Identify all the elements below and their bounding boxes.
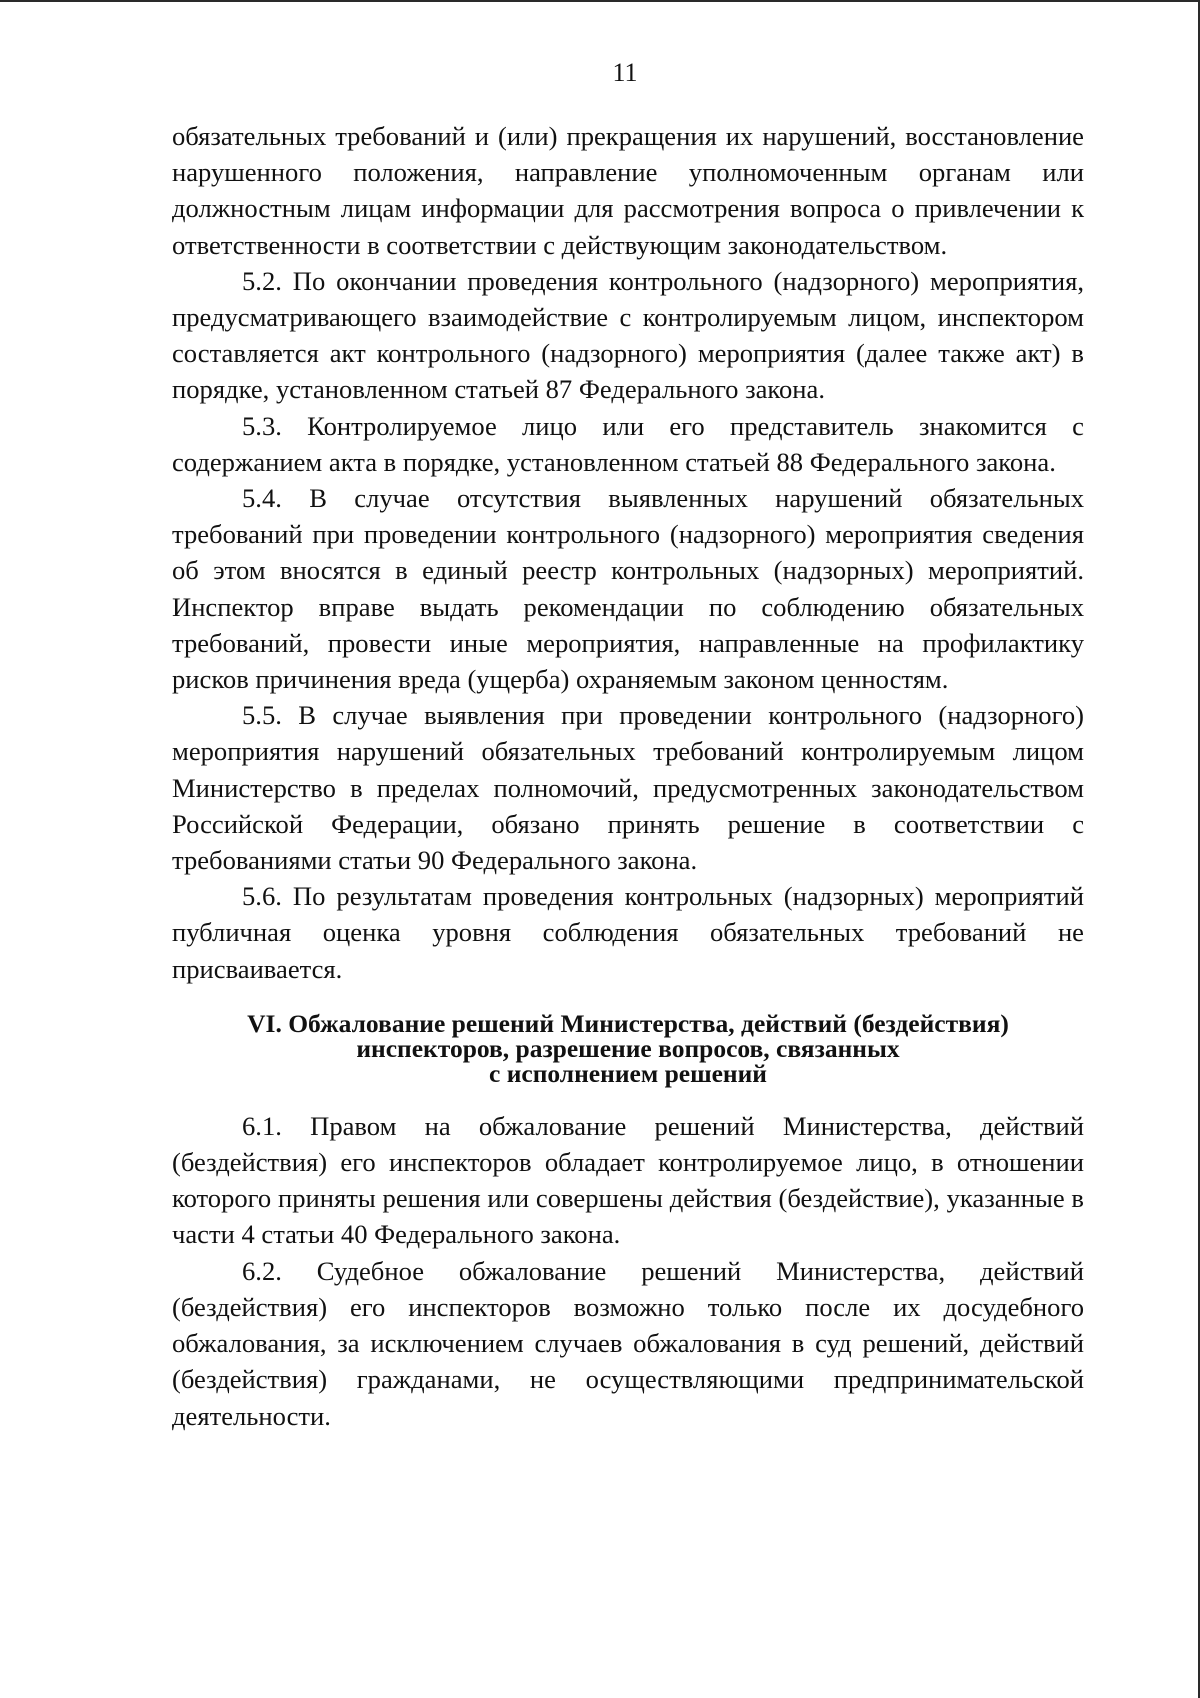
scan-edge-top bbox=[0, 0, 1200, 2]
section-heading-line-1: VI. Обжалование решений Министерства, действий (бездействия) bbox=[247, 1008, 1009, 1038]
paragraph-continuation: обязательных требований и (или) прекращения их нарушений, восстановление нарушенного положения, направление уполномоченным органам или должностным лицам информации для рассмотрения вопроса о привлечении к ответственности в соответствии с действующим законодательством. bbox=[172, 121, 1084, 260]
paragraph-5-2: 5.2. По окончании проведения контрольного (надзорного) мероприятия, предусматривающего взаимодействие с контролируемым лицом, инспектором составляется акт контрольного (надзорного) мероприятия (далее также акт) в порядке, установленном статьей 87 Федерального закона. bbox=[172, 265, 1084, 405]
paragraph-5-5: 5.5. В случае выявления при проведении контрольного (надзорного) мероприятия нарушений обязательных требований контролируемым лицом Министерство в пределах полномочий, предусмотренных законодательством Российской Федерации, обязано принять решение в соответствии с требованиями статьи 90 Федерального закона. bbox=[172, 700, 1084, 876]
paragraph-5-6: 5.6. По результатам проведения контрольных (надзорных) мероприятий публичная оценка уровня соблюдения обязательных требований не присваивается. bbox=[172, 881, 1084, 984]
paragraph-5-3: 5.3. Контролируемое лицо или его представитель знакомится с содержанием акта в порядке, установленном статьей 88 Федерального закона. bbox=[172, 410, 1084, 477]
document-body bbox=[172, 118, 1084, 1434]
paragraph-5-4: 5.4. В случае отсутствия выявленных нарушений обязательных требований при проведении контрольного (надзорного) мероприятия сведения об этом вносятся в единый реестр контрольных (надзорных) мероприятий. Инспектор вправе выдать рекомендации по соблюдению обязательных требований, провести иные мероприятия, направленные на профилактику рисков причинения вреда (ущерба) охраняемым законом ценностям. bbox=[172, 483, 1084, 695]
paragraph-6-2: 6.2. Судебное обжалование решений Министерства, действий (бездействия) его инспекторов возможно только после их досудебного обжалования, за исключением случаев обжалования в суд решений, действий (бездействия) гражданами, не осуществляющими предпринимательской деятельности. bbox=[172, 1255, 1084, 1431]
page-number: 11 bbox=[612, 58, 638, 87]
paragraph-6-1: 6.1. Правом на обжалование решений Министерства, действий (бездействия) его инспекторов обладает контролируемое лицо, в отношении которого приняты решения или совершены действия (бездействие), указанные в части 4 статьи 40 Федерального закона. bbox=[172, 1110, 1084, 1250]
section-heading-line-2: инспекторов, разрешение вопросов, связанных bbox=[356, 1033, 900, 1063]
section-heading-line-3: с исполнением решений bbox=[489, 1058, 767, 1088]
section-heading bbox=[172, 1008, 1084, 1088]
